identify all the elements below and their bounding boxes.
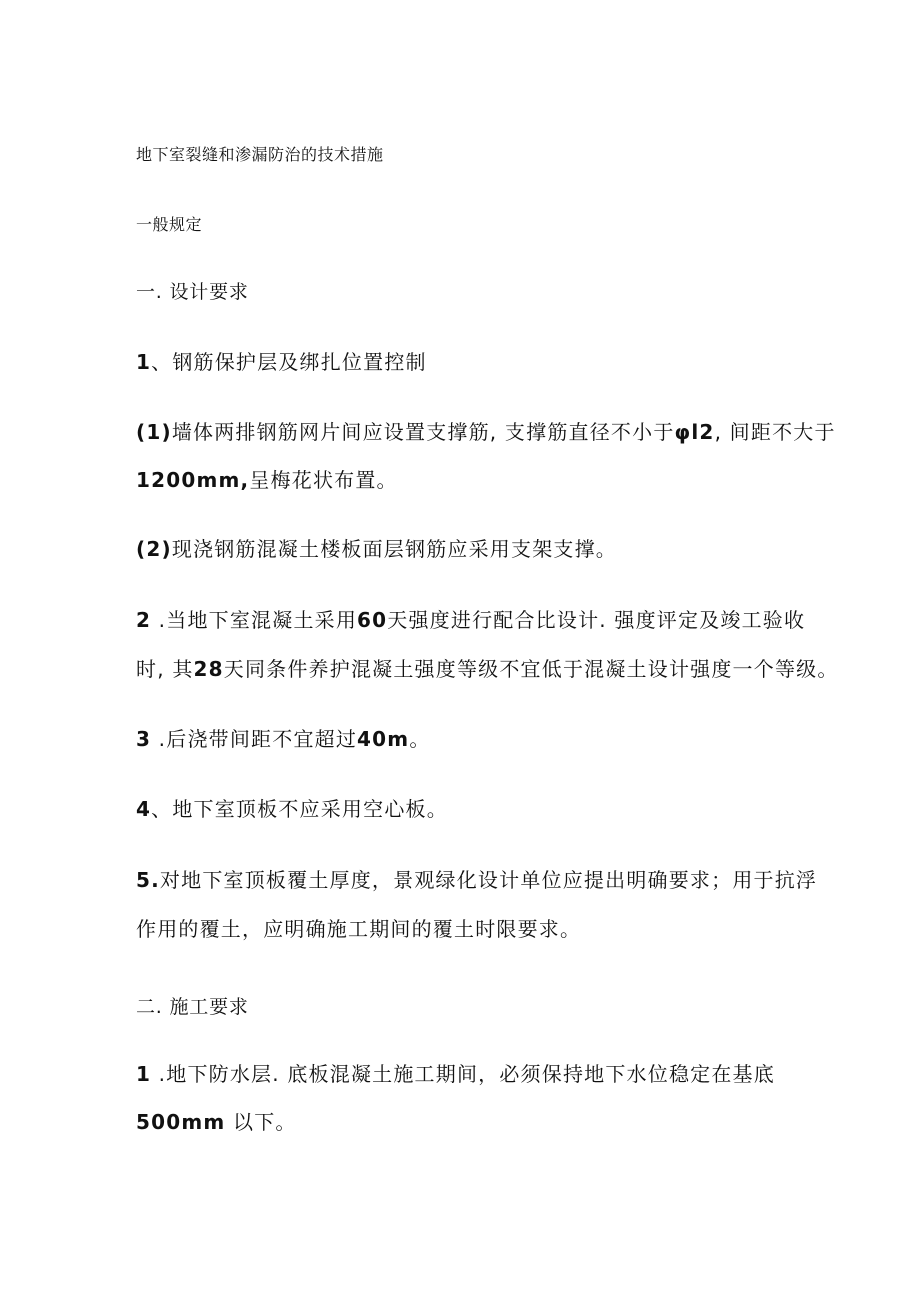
item-number: 2 (136, 608, 152, 632)
item-text: .后浇带间距不宜超过 (151, 727, 358, 751)
section1-item1-sub1-line2 (136, 470, 398, 490)
item-number: 5. (136, 868, 160, 892)
sub-text: 现浇钢筋混凝土楼板面层钢筋应采用支架支撑。 (171, 537, 618, 561)
item-text-b: 天强度进行配合比设计. 强度评定及竣工验收 (387, 608, 806, 632)
item-number: 3 (136, 727, 152, 751)
item-tail: 。 (409, 727, 431, 751)
sub-label: (1) (136, 420, 172, 444)
distance-value: 40m (357, 727, 410, 751)
item-number: 1 (136, 350, 152, 374)
section1-item5-line2: 作用的覆土，应明确施工期间的覆土时限要求。 (136, 917, 582, 941)
item-text: .地下防水层. 底板混凝土施工期间，必须保持地下水位稳定在基底 (151, 1062, 775, 1086)
depth-value: 500mm (136, 1110, 226, 1134)
item-text-c: 时, 其 (136, 657, 194, 681)
sub-text: 墙体两排钢筋网片间应设置支撑筋, 支撑筋直径不小于 (171, 420, 675, 444)
document-title: 地下室裂缝和渗漏防治的技术措施 (136, 145, 384, 164)
general-rules-heading: 一般规定 (136, 215, 203, 234)
section2-heading: 二. 施工要求 (136, 996, 249, 1018)
item-number: 1 (136, 1062, 152, 1086)
phi-value: φl2 (674, 420, 715, 444)
section1-item2-line2 (136, 659, 839, 679)
sub-text-2: 呈梅花状布置。 (249, 468, 398, 492)
item-number: 4 (136, 797, 152, 821)
item-text-d: 天同条件养护混凝土强度等级不宜低于混凝土设计强度一个等级。 (223, 657, 839, 681)
item-text: 对地下室顶板覆土厚度，景观绿化设计单位应提出明确要求；用于抗浮 (159, 868, 818, 892)
section1-item1-sub2 (136, 539, 617, 559)
section2-item1-line2 (136, 1112, 297, 1132)
section1-item1 (136, 352, 427, 372)
sub-label: (2) (136, 537, 172, 561)
section1-item4 (136, 799, 448, 819)
section1-heading: 一. 设计要求 (136, 281, 249, 303)
days-28: 28 (193, 657, 224, 681)
item-text: 、钢筋保护层及绑扎位置控制 (151, 350, 427, 374)
item-text-a: .当地下室混凝土采用 (151, 608, 358, 632)
section1-item1-sub1-line1 (136, 422, 836, 442)
days-60: 60 (357, 608, 388, 632)
item-text: 、地下室顶板不应采用空心板。 (151, 797, 448, 821)
section1-item5-line1 (136, 870, 817, 890)
section2-item1-line1 (136, 1064, 775, 1084)
spacing-value: 1200mm, (136, 468, 250, 492)
section1-item3 (136, 729, 431, 749)
sub-tail: , 间距不大于 (714, 420, 836, 444)
section1-item2-line1 (136, 610, 805, 630)
item-text-2: 以下。 (225, 1110, 297, 1134)
